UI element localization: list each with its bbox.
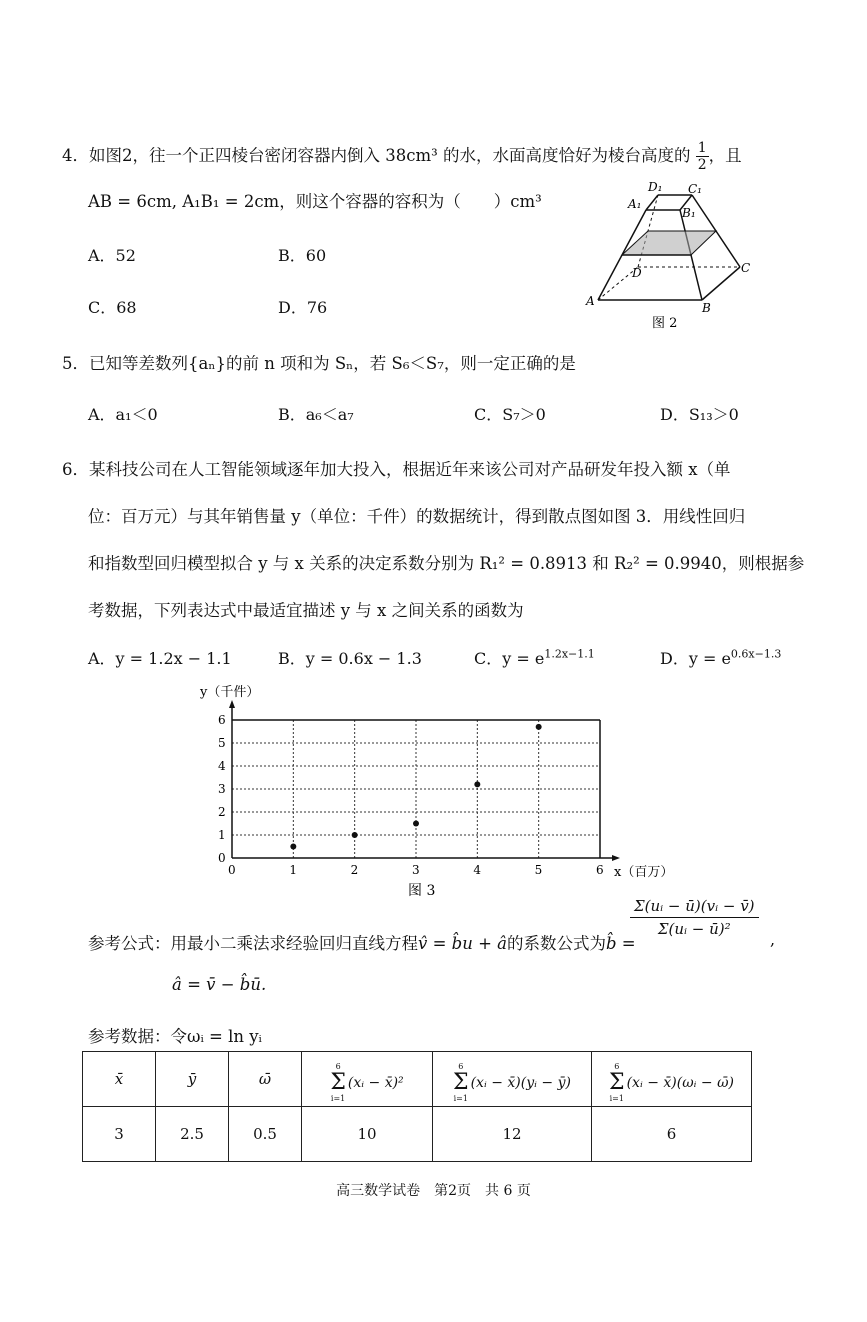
q6-option-b: B．y = 0.6x − 1.3 bbox=[278, 649, 422, 668]
q4-line1: 4．如图2，往一个正四棱台密闭容器内倒入 38cm³ 的水，水面高度恰好为棱台高度的 $\frac{1}{2}$ ，且 bbox=[62, 140, 742, 173]
q5-option-d: D．S₁₃＞0 bbox=[660, 405, 739, 424]
x-tick-label: 5 bbox=[534, 863, 543, 877]
header-xbar: x̄ bbox=[83, 1052, 156, 1107]
header-omegabar: ω̄ bbox=[229, 1052, 302, 1107]
label-d1: D₁ bbox=[648, 180, 663, 194]
cell-sum-xx: 10 bbox=[302, 1107, 433, 1162]
cell-omegabar: 0.5 bbox=[229, 1107, 302, 1162]
label-b1: B₁ bbox=[682, 206, 696, 220]
x-tick-label: 3 bbox=[412, 863, 420, 877]
chart-axes bbox=[229, 700, 620, 861]
label-a: A bbox=[586, 294, 595, 308]
y-tick-label: 1 bbox=[218, 828, 226, 842]
chart-ticks bbox=[218, 713, 604, 877]
table-header-row bbox=[83, 1052, 752, 1107]
cell-xbar: 3 bbox=[83, 1107, 156, 1162]
y-tick-label: 3 bbox=[218, 782, 226, 796]
y-tick-label: 5 bbox=[218, 736, 226, 750]
figure2-caption: 图 2 bbox=[652, 316, 678, 331]
q5-option-b: B．a₆＜a₇ bbox=[278, 405, 354, 424]
label-c: C bbox=[741, 261, 751, 275]
header-sum-xomega: 6 Σ i=1 (xᵢ − x̄)(ωᵢ − ω̄) bbox=[592, 1052, 752, 1107]
data-point bbox=[536, 724, 542, 730]
label-c1: C₁ bbox=[688, 182, 702, 196]
data-point bbox=[474, 781, 480, 787]
q5-option-c: C．S₇＞0 bbox=[474, 405, 546, 424]
x-tick-label: 1 bbox=[289, 863, 297, 877]
q4-option-d: D．76 bbox=[278, 298, 328, 317]
q5-stem: 5．已知等差数列{aₙ}的前 n 项和为 Sₙ，若 S₆＜S₇，则一定正确的是 bbox=[62, 354, 576, 373]
q4-fraction: $\frac{1}{2}$ bbox=[697, 140, 707, 173]
y-axis-label: y（千件） bbox=[200, 685, 260, 700]
formula-numerator: Σ(uᵢ − ū)(vᵢ − v̄) bbox=[630, 895, 759, 918]
reference-table bbox=[82, 1051, 752, 1162]
y-tick-label: 4 bbox=[218, 759, 226, 773]
cell-ybar: 2.5 bbox=[156, 1107, 229, 1162]
y-axis-arrow bbox=[229, 700, 235, 708]
x-axis-arrow bbox=[612, 855, 620, 861]
x-tick-label: 0 bbox=[228, 863, 236, 877]
page-footer: 高三数学试卷 第2页 共 6 页 bbox=[336, 1183, 531, 1199]
q6-option-a: A．y = 1.2x − 1.1 bbox=[88, 649, 232, 668]
chart-grid bbox=[232, 720, 600, 858]
header-ybar: ȳ bbox=[156, 1052, 229, 1107]
q4-option-c: C．68 bbox=[88, 298, 137, 317]
formula-denominator: Σ(uᵢ − ū)² bbox=[657, 920, 731, 938]
data-point bbox=[290, 844, 296, 850]
scatter-chart bbox=[190, 678, 680, 898]
q6-line1: 6．某科技公司在人工智能领域逐年加大投入，根据近年来该公司对产品研发年投入额 x（单 bbox=[62, 460, 731, 479]
data-point bbox=[352, 832, 358, 838]
q6-option-c: C．$y = e^{1.2x-1.1}$ bbox=[474, 647, 595, 668]
q4-line2: AB = 6cm, A₁B₁ = 2cm，则这个容器的容积为（ ）cm³ bbox=[88, 192, 542, 211]
cell-sum-xy: 12 bbox=[433, 1107, 592, 1162]
data-point bbox=[413, 821, 419, 827]
cell-sum-xomega: 6 bbox=[592, 1107, 752, 1162]
figure3-caption: 图 3 bbox=[408, 883, 436, 898]
formula-fraction bbox=[630, 895, 759, 940]
header-sum-xx: 6 Σ i=1 (xᵢ − x̄)² bbox=[302, 1052, 433, 1107]
q6-line4: 考数据，下列表达式中最适宜描述 y 与 x 之间关系的函数为 bbox=[88, 601, 524, 620]
formula-ahat: â = v̄ − b̂ū. bbox=[172, 975, 267, 994]
label-a1: A₁ bbox=[628, 197, 642, 211]
y-tick-label: 6 bbox=[218, 713, 226, 727]
x-tick-label: 6 bbox=[596, 863, 604, 877]
q6-line3: 和指数型回归模型拟合 y 与 x 关系的决定系数分别为 R₁² = 0.8913 和 R₂² = 0.9940，则根据参 bbox=[88, 554, 805, 573]
x-tick-label: 2 bbox=[350, 863, 359, 877]
y-tick-label: 2 bbox=[218, 805, 226, 819]
formula-line1: 参考公式：用最小二乘法求经验回归直线方程v̂ = b̂u + â的系数公式为b̂ = bbox=[88, 934, 636, 953]
q6-line2: 位：百万元）与其年销售量 y（单位：千件）的数据统计，得到散点图如图 3．用线性回归 bbox=[88, 507, 746, 526]
q5-option-a: A．a₁＜0 bbox=[88, 405, 158, 424]
header-sum-xy: 6 Σ i=1 (xᵢ − x̄)(yᵢ − ȳ) bbox=[433, 1052, 592, 1107]
label-b: B bbox=[702, 301, 711, 315]
q4-option-b: B．60 bbox=[278, 246, 327, 265]
frustum-figure bbox=[580, 175, 760, 335]
table-row bbox=[83, 1107, 752, 1162]
x-tick-label: 4 bbox=[473, 863, 481, 877]
q6-option-d: D．$y = e^{0.6x-1.3}$ bbox=[660, 647, 782, 668]
formula-comma: , bbox=[770, 930, 776, 949]
ref-title: 参考数据：令ωᵢ = ln yᵢ bbox=[88, 1027, 262, 1046]
q4-option-a: A．52 bbox=[88, 246, 136, 265]
x-axis-label: x（百万） bbox=[614, 865, 674, 880]
label-d: D bbox=[632, 266, 642, 280]
y-tick-label: 0 bbox=[218, 851, 226, 865]
